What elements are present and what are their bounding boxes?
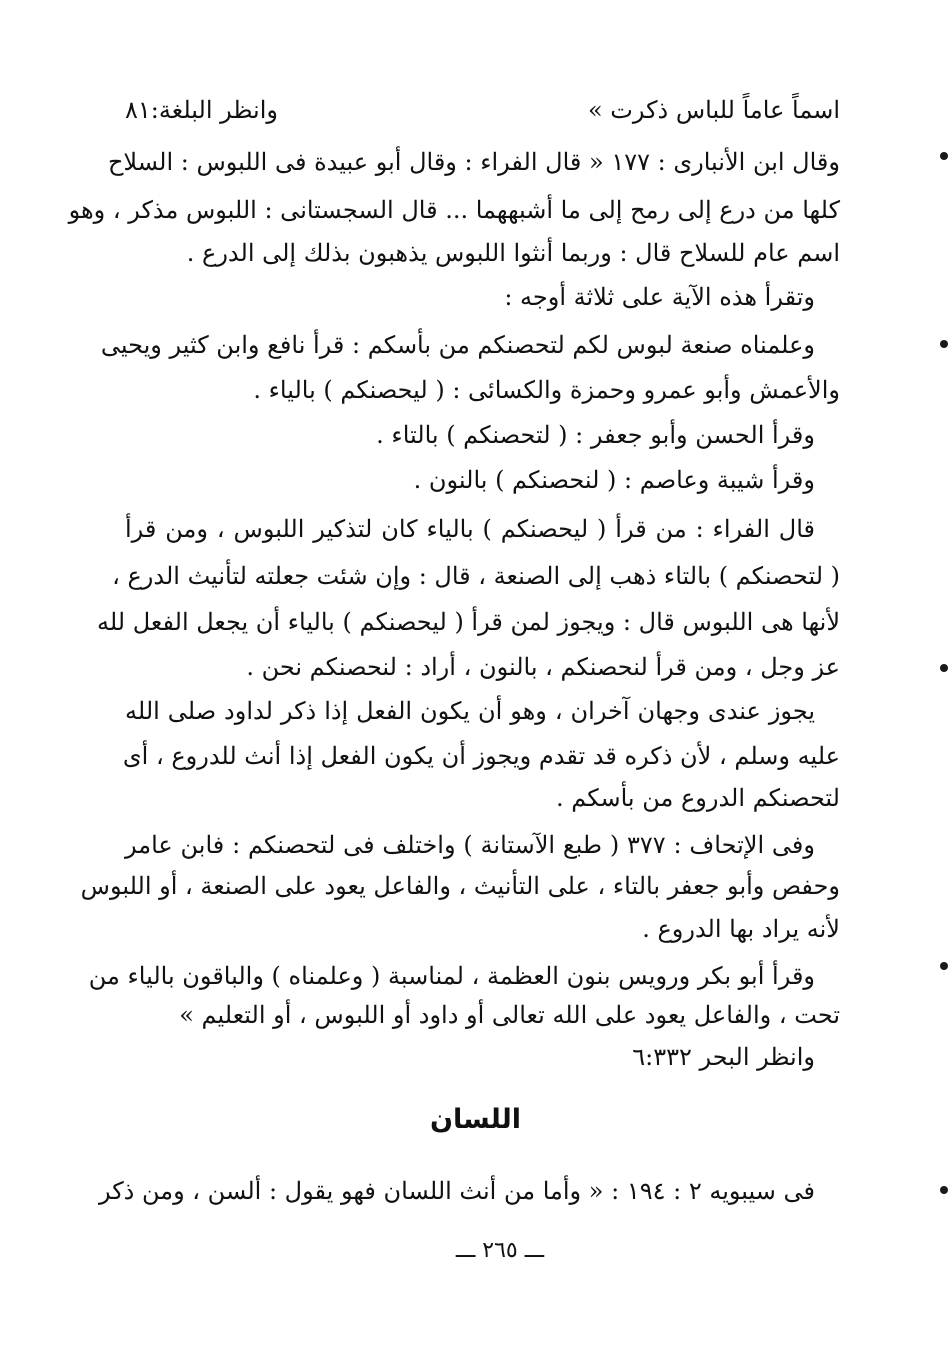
text-line: قال الفراء : من قرأ ( ليحصنكم ) بالياء كان لتذكير اللبوس ، ومن قرأ (125, 515, 815, 543)
section-title: اللسان (429, 1104, 522, 1135)
text-line: تحت ، والفاعل يعود على الله تعالى أو داود أو اللبوس ، أو التعليم » (179, 1001, 840, 1029)
text-line: وقرأ شيبة وعاصم : ( لنحصنكم ) بالنون . (413, 466, 815, 494)
text-line: عليه وسلم ، لأن ذكره قد تقدم ويجوز أن يكون الفعل إذا أنث للدروع ، أى (122, 742, 840, 770)
text-line: وفى الإتحاف : ٣٧٧ ( طبع الآستانة ) واختلف فى لتحصنكم : فابن عامر (125, 831, 815, 859)
margin-mark (940, 962, 948, 970)
margin-mark (940, 664, 948, 672)
running-header-left: وانظر البلغة:٨١ (125, 96, 278, 124)
text-line: وانظر البحر ٦:٣٣٢ (632, 1043, 815, 1071)
text-line: وعلمناه صنعة لبوس لكم لتحصنكم من بأسكم : قرأ نافع وابن كثير ويحيى (100, 331, 815, 359)
text-line: لأنها هى اللبوس قال : ويجوز لمن قرأ ( ليحصنكم ) بالياء أن يجعل الفعل لله (96, 608, 840, 636)
text-line: لتحصنكم الدروع من بأسكم . (555, 784, 840, 812)
page-number: ـــ ٢٦٥ ـــ (455, 1238, 545, 1263)
margin-mark (940, 152, 948, 160)
text-line: وقرأ أبو بكر ورويس بنون العظمة ، لمناسبة ( وعلمناه ) والباقون بالياء من (88, 962, 815, 990)
text-line: وتقرأ هذه الآية على ثلاثة أوجه : (504, 283, 815, 311)
text-line: وحفص وأبو جعفر بالتاء ، على التأنيث ، والفاعل يعود على الصنعة ، أو اللبوس (80, 872, 840, 900)
text-line: اسم عام للسلاح قال : وربما أنثوا اللبوس يذهبون بذلك إلى الدرع . (186, 239, 840, 267)
text-line: وقرأ الحسن وأبو جعفر : ( لتحصنكم ) بالتاء . (376, 421, 815, 449)
text-line: لأنه يراد بها الدروع . (642, 915, 840, 943)
text-line: كلها من درع إلى رمح إلى ما أشبههما ... قال السجستانى : اللبوس مذكر ، وهو (68, 196, 840, 224)
text-line: ( لتحصنكم ) بالتاء ذهب إلى الصنعة ، قال : وإن شئت جعلته لتأنيث الدرع ، (112, 562, 840, 590)
margin-mark (940, 1186, 948, 1194)
text-line: وقال ابن الأنبارى : ١٧٧ « قال الفراء : وقال أبو عبيدة فى اللبوس : السلاح (107, 148, 840, 176)
text-line: فى سيبويه ٢ : ١٩٤ : « وأما من أنث اللسان فهو يقول : ألسن ، ومن ذكر (98, 1177, 815, 1205)
text-line: يجوز عندى وجهان آخران ، وهو أن يكون الفعل إذا ذكر لداود صلى الله (125, 697, 815, 725)
margin-mark (940, 340, 948, 348)
text-line: عز وجل ، ومن قرأ لنحصنكم ، بالنون ، أراد : لنحصنكم نحن . (246, 653, 840, 681)
text-line: والأعمش وأبو عمرو وحمزة والكسائى : ( ليحصنكم ) بالياء . (253, 376, 840, 404)
running-header-right: اسماً عاماً للباس ذكرت » (587, 96, 840, 124)
